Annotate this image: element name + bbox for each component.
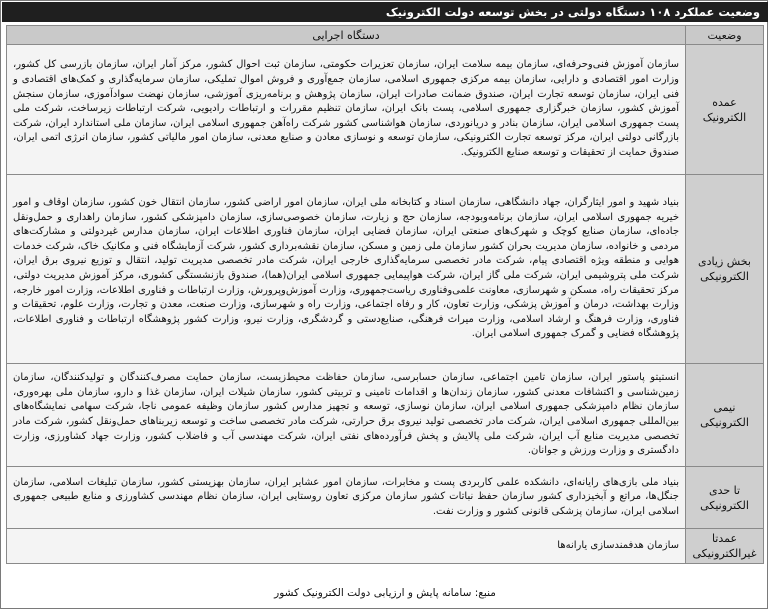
agencies-cell: بنیاد شهید و امور ایثارگران، جهاد دانشگاهی، سازمان اسناد و کتابخانه ملی ایران، سازمان امور اراضی کشور، سازمان انتقال خون کشور، سازمان اوقاف و امور خیریه جمهوری اسلامی ایران، سازمان برنامه‌وبودجه، سازمان حج و زیارت، سازمان خصوصی‌سازی، سازمان دامپزشکی کشور، سازمان راهداری و حمل‌ونقل جاده‌ای، سازمان صنایع کوچک و شهرک‌های صنعتی ایران، سازمان فضایی ایران، سازمان فناوری اطلاعات ایران، سازمان مدارس غیردولتی و مشارکت‌های مردمی و خانواده، سازمان مدیریت بحران کشور سازمان ملی زمین و مسکن، سازمان نقشه‌برداری کشور، شرکت آزمایشگاه فنی و مکانیک خاک، شرکت خدمات هوایی و منطقه ویژه اقتصادی پیام، شرکت مادر تخصصی سرمایه‌گذاری خارجی ایران، شرکت مادر تخصصی مدیریت تولید، انتقال و توزیع نیروی برق ایران، شرکت ملی پتروشیمی ایران، شرکت ملی گاز ایران، شرکت هواپیمایی جمهوری اسلامی ایران(هما)، صندوق بازنشستگی کشوری، مرکز آموزش مدیریت دولتی، مرکز تحقیقات راه، مسکن و شهرسازی، معاونت علمی‌وفناوری ریاست‌جمهوری، وزارت آموزش‌وپرورش، وزارت ارتباطات و فناوری اطلاعات، وزارت امور خارجه، وزارت بهداشت، درمان و آموزش پزشکی، وزارت تعاون، کار و رفاه اجتماعی، وزارت راه و شهرسازی، وزارت صنعت، معدن و تجارت، وزارت علوم، تحقیقات و فناوری، وزارت فرهنگ و ارشاد اسلامی، وزارت میراث فرهنگی، صنایع‌دستی و گردشگری، وزارت نیرو، وزارت کشور پژوهشگاه ارتباطات و فناوری اطلاعات، پژوهشگاه فضایی و گمرک جمهوری اسلامی ایران. (7, 175, 686, 364)
table-header-row (7, 26, 764, 45)
status-cell: بخش زیادی الکترونیکی (686, 175, 764, 364)
agencies-cell: بنیاد ملی بازی‌های رایانه‌ای، دانشکده علمی کاربردی پست و مخابرات، سازمان امور عشایر ایران، سازمان بهزیستی کشور، سازمان تبلیغات اسلامی، سازمان جنگل‌ها، مراتع و آبخیزداری کشور سازمان حفظ نباتات کشور سازمان مرکزی تعاون روستایی ایران، سازمان نظام مهندسی کشاورزی و منابع طبیعی جمهوری اسلامی ایران، سازمان پزشکی قانونی کشور و وزارت نفت. (7, 467, 686, 529)
status-cell: تا حدی الکترونیکی (686, 467, 764, 529)
table-row (7, 364, 764, 467)
agencies-cell: سازمان آموزش فنی‌وحرفه‌ای، سازمان بیمه سلامت ایران، سازمان تعزیرات حکومتی، سازمان ثبت احوال کشور، مرکز آمار ایران، سازمان بازرسی کل کشور، وزارت امور اقتصادی و دارایی، سازمان بیمه مرکزی جمهوری اسلامی، سازمان جمع‌آوری و فروش اموال تملیکی، سازمان سرمایه‌گذاری و کمک‌های اقتصادی و فنی ایران، سازمان توسعه تجارت ایران، صندوق ضمانت صادرات ایران، سازمان پژوهش و برنامه‌ریزی آموزشی، سازمان نهضت سوادآموزی، سازمان سنجش آموزش کشور، سازمان خبرگزاری جمهوری اسلامی، پست بانک ایران، سازمان تنظیم مقررات و ارتباطات رادیویی، شرکت ارتباطات زیرساخت، شرکت ملی پست جمهوری اسلامی ایران، سازمان بنادر و دریانوردی، سازمان هواشناسی کشور شرکت راه‌آهن جمهوری اسلامی ایران، سازمان ملی استاندارد ایران، شرکت بازرگانی دولتی ایران، مرکز توسعه تجارت الکترونیکی، سازمان توسعه و نوسازی معادن و صنایع معدنی، سازمان امور مالیاتی کشور، سازمان انرژی اتمی ایران، صندوق حمایت از تحقیقات و توسعه صنایع الکترونیک. (7, 45, 686, 175)
table-row (7, 529, 764, 564)
status-cell: عمدتا غیرالکترونیکی (686, 529, 764, 564)
header-status: وضعیت (686, 26, 764, 45)
table-row (7, 175, 764, 364)
infographic-title: وضعیت عملکرد ۱۰۸ دستگاه دولتی در بخش توسعه دولت الکترونیک (2, 2, 768, 22)
agencies-cell: انستیتو پاستور ایران، سازمان تامین اجتماعی، سازمان حسابرسی، سازمان حفاظت محیط‌زیست، سازمان حمایت مصرف‌کنندگان و تولیدکنندگان، سازمان زمین‌شناسی و اکتشافات معدنی کشور، سازمان زندان‌ها و اقدامات تامینی و تربیتی کشور، سازمان شیلات ایران، سازمان غذا و دارو، سازمان ملی بهره‌وری، سازمان نظام دامپزشکی جمهوری اسلامی ایران، سازمان نوسازی، توسعه و تجهیز مدارس کشور سازمان وظیفه عمومی ناجا، شرکت سهامی نمایشگاه‌های بین‌المللی جمهوری اسلامی ایران، شرکت مادر تخصصی تولید نیروی برق حرارتی، شرکت مادر تخصصی ساخت و توسعه زیربناهای حمل‌ونقل کشور، شرکت مادر تخصصی مدیریت منابع آب ایران، شرکت ملی پالایش و پخش فرآورده‌های نفتی ایران، شرکت مهندسی آب و فاضلاب کشور، وزارت جهاد کشاورزی، وزارت دادگستری و وزارت ورزش و جوانان. (7, 364, 686, 467)
source-caption: منبع: سامانه پایش و ارزیابی دولت الکترونیک کشور (274, 587, 496, 599)
header-agencies: دستگاه اجرایی (7, 26, 686, 45)
agencies-cell: سازمان هدفمندسازی یارانه‌ها (7, 529, 686, 564)
status-cell: نیمی الکترونیکی (686, 364, 764, 467)
status-table (6, 25, 764, 564)
status-cell: عمده الکترونیک (686, 45, 764, 175)
table-row (7, 467, 764, 529)
table-row (7, 45, 764, 175)
